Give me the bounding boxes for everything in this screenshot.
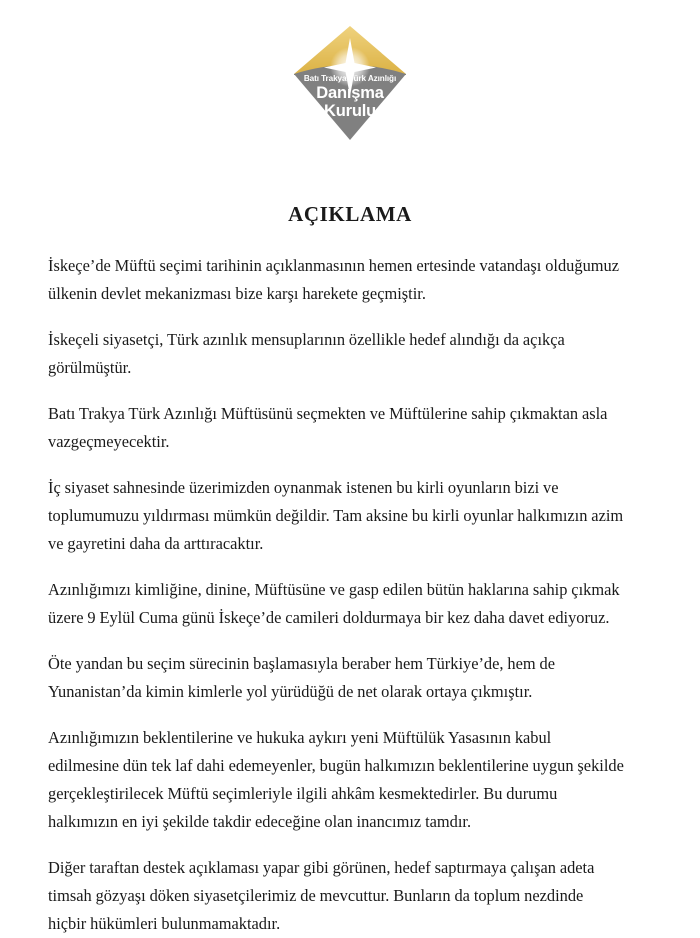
logo-subtitle: Batı Trakya Türk Azınlığı <box>303 74 397 83</box>
logo-title-line-2: Kurulu <box>324 102 376 120</box>
paragraph: İskeçe’de Müftü seçimi tarihinin açıklanmasının hemen ertesinde vatandaşı olduğumuz ülkenin devlet mekanizması bize karşı harekete geçmiştir. <box>48 256 619 303</box>
logo-graphic <box>284 22 416 142</box>
paragraph: İskeçeli siyasetçi, Türk azınlık mensuplarının özellikle hedef alındığı da açıkça görülmüştür. <box>48 330 565 377</box>
paragraph: Öte yandan bu seçim sürecinin başlamasıyla beraber hem Türkiye’de, hem de Yunanistan’da kimin kimlerle yol yürüdüğü de net olarak ortaya çıkmıştır. <box>48 654 555 701</box>
paragraph: Azınlığımızın beklentilerine ve hukuka aykırı yeni Müftülük Yasasının kabul edilmesine dün tek laf dahi edemeyenler, bugün halkımızın beklentilerine uygun şekilde gerçekleştirilecek Müftü seçimleriyle ilgili ahkâm kesmektedirler. Bu durumu halkımızın en iyi şekilde takdir edeceğine olan inancımız tamdır. <box>48 728 624 831</box>
logo-title-line-1: Danışma <box>316 84 384 102</box>
paragraph: Batı Trakya Türk Azınlığı Müftüsünü seçmekten ve Müftülerine sahip çıkmaktan asla vazgeçmeyecektir. <box>48 404 608 451</box>
paragraph: İç siyaset sahnesinde üzerimizden oynanmak istenen bu kirli oyunların bizi ve toplumumuzu yıldırması mümkün değildir. Tam aksine bu kirli oyunlar halkımızın azim ve gayretini daha da arttıracaktır. <box>48 478 624 553</box>
paragraph: Diğer taraftan destek açıklaması yapar gibi görünen, hedef saptırmaya çalışan adeta timsah gözyaşı döken siyasetçilerimiz de mevcuttur. Bunların da toplum nezdinde hiçbir hükümleri bulunmamaktadır. <box>48 858 595 933</box>
document-body <box>0 252 700 938</box>
page-title: AÇIKLAMA <box>288 202 412 226</box>
danisma-kurulu-logo <box>284 22 416 142</box>
logo-container <box>0 0 700 142</box>
paragraph: Azınlığımızı kimliğine, dinine, Müftüsüne ve gasp edilen bütün haklarına sahip çıkmak üzere 9 Eylül Cuma günü İskeçe’de camileri doldurmaya bir kez daha davet ediyoruz. <box>48 580 620 627</box>
